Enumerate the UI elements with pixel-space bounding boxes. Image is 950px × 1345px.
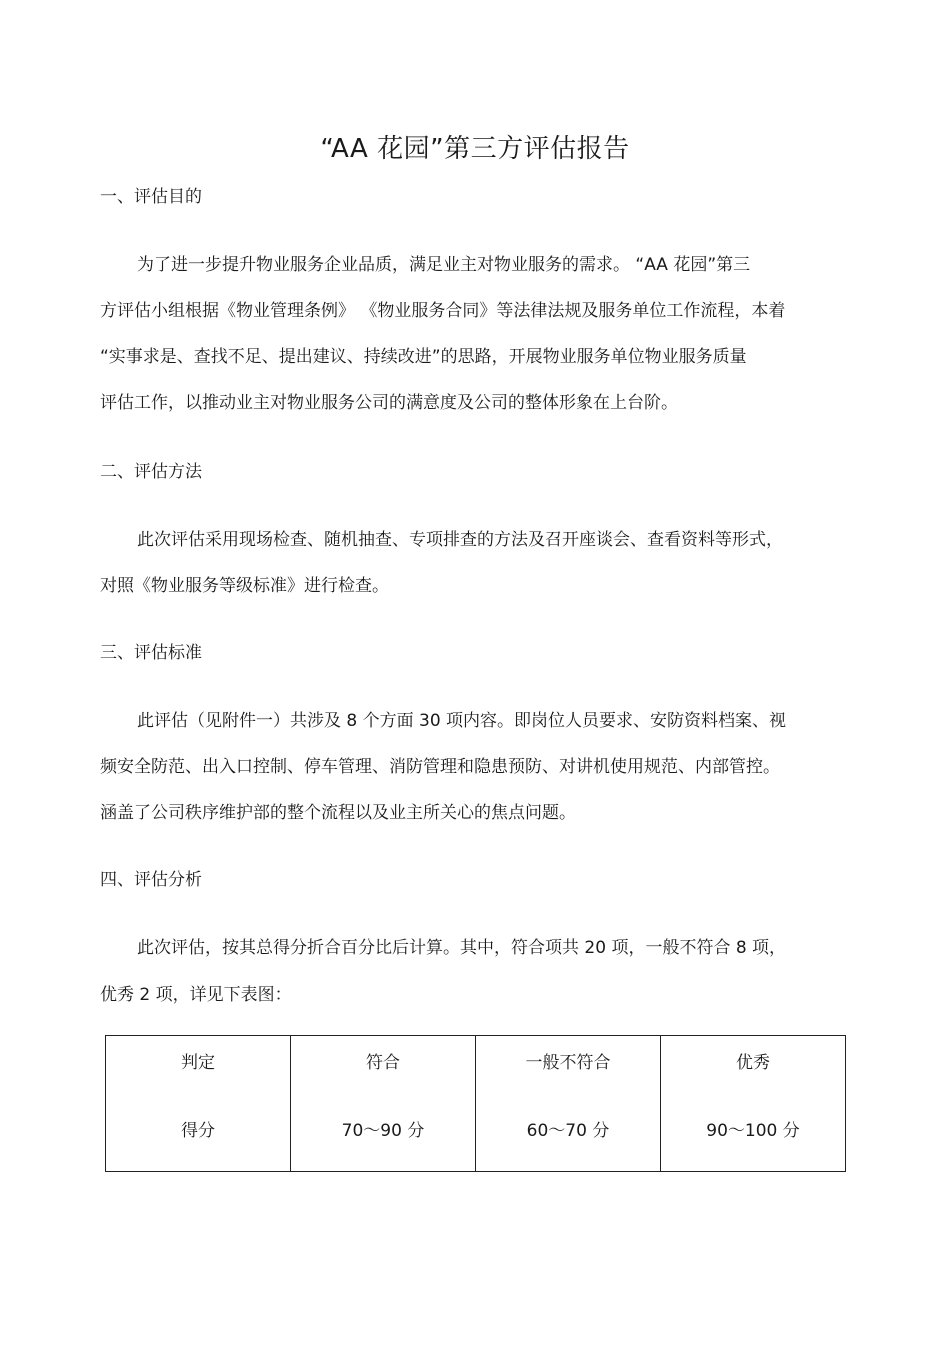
table-cell <box>106 1036 291 1172</box>
paragraph-line: 此次评估采用现场检查、随机抽查、专项排查的方法及召开座谈会、查看资料等形式， <box>137 530 783 550</box>
table-cell <box>661 1036 846 1172</box>
paragraph-line: 方评估小组根据《物业管理条例》 《物业服务合同》等法律法规及服务单位工作流程，本着 <box>100 301 786 321</box>
score-table <box>105 1035 846 1172</box>
cell-score-label: 得分 <box>181 1121 215 1141</box>
section-heading-method: 二、评估方法 <box>100 462 202 482</box>
section-heading-standard: 三、评估标准 <box>100 643 202 663</box>
paragraph-line: 对照《物业服务等级标准》进行检查。 <box>100 576 389 596</box>
paragraph-line: 此评估（见附件一）共涉及 8 个方面 30 项内容。即岗位人员要求、安防资料档案、视 <box>137 711 787 731</box>
cell-header-label: 判定 <box>181 1053 215 1073</box>
paragraph-line: 优秀 2 项，详见下表图： <box>100 985 292 1005</box>
paragraph-line: 频安全防范、出入口控制、停车管理、消防管理和隐患预防、对讲机使用规范、内部管控。 <box>100 757 780 777</box>
cell-header-label: 符合 <box>366 1053 400 1073</box>
table-cell <box>476 1036 661 1172</box>
cell-header-label: 优秀 <box>736 1053 770 1073</box>
paragraph-line: “实事求是、查找不足、提出建议、持续改进”的思路，开展物业服务单位物业服务质量 <box>100 347 747 367</box>
paragraph-line: 评估工作，以推动业主对物业服务公司的满意度及公司的整体形象在上台阶。 <box>100 393 678 413</box>
paragraph-line: 此次评估，按其总得分折合百分比后计算。其中，符合项共 20 项，一般不符合 8 项， <box>137 938 787 958</box>
cell-score-value: 60～70 分 <box>526 1121 610 1141</box>
cell-header-label: 一般不符合 <box>525 1053 611 1073</box>
report-title: “AA 花园”第三方评估报告 <box>320 134 630 164</box>
paragraph-line: 涵盖了公司秩序维护部的整个流程以及业主所关心的焦点问题。 <box>100 803 576 823</box>
table-row <box>106 1036 846 1172</box>
table-cell <box>291 1036 476 1172</box>
section-heading-analysis: 四、评估分析 <box>100 870 202 890</box>
cell-score-value: 90～100 分 <box>706 1121 800 1141</box>
cell-score-value: 70～90 分 <box>341 1121 425 1141</box>
paragraph-line: 为了进一步提升物业服务企业品质，满足业主对物业服务的需求。 “AA 花园”第三 <box>137 255 751 275</box>
section-heading-purpose: 一、评估目的 <box>100 187 202 207</box>
